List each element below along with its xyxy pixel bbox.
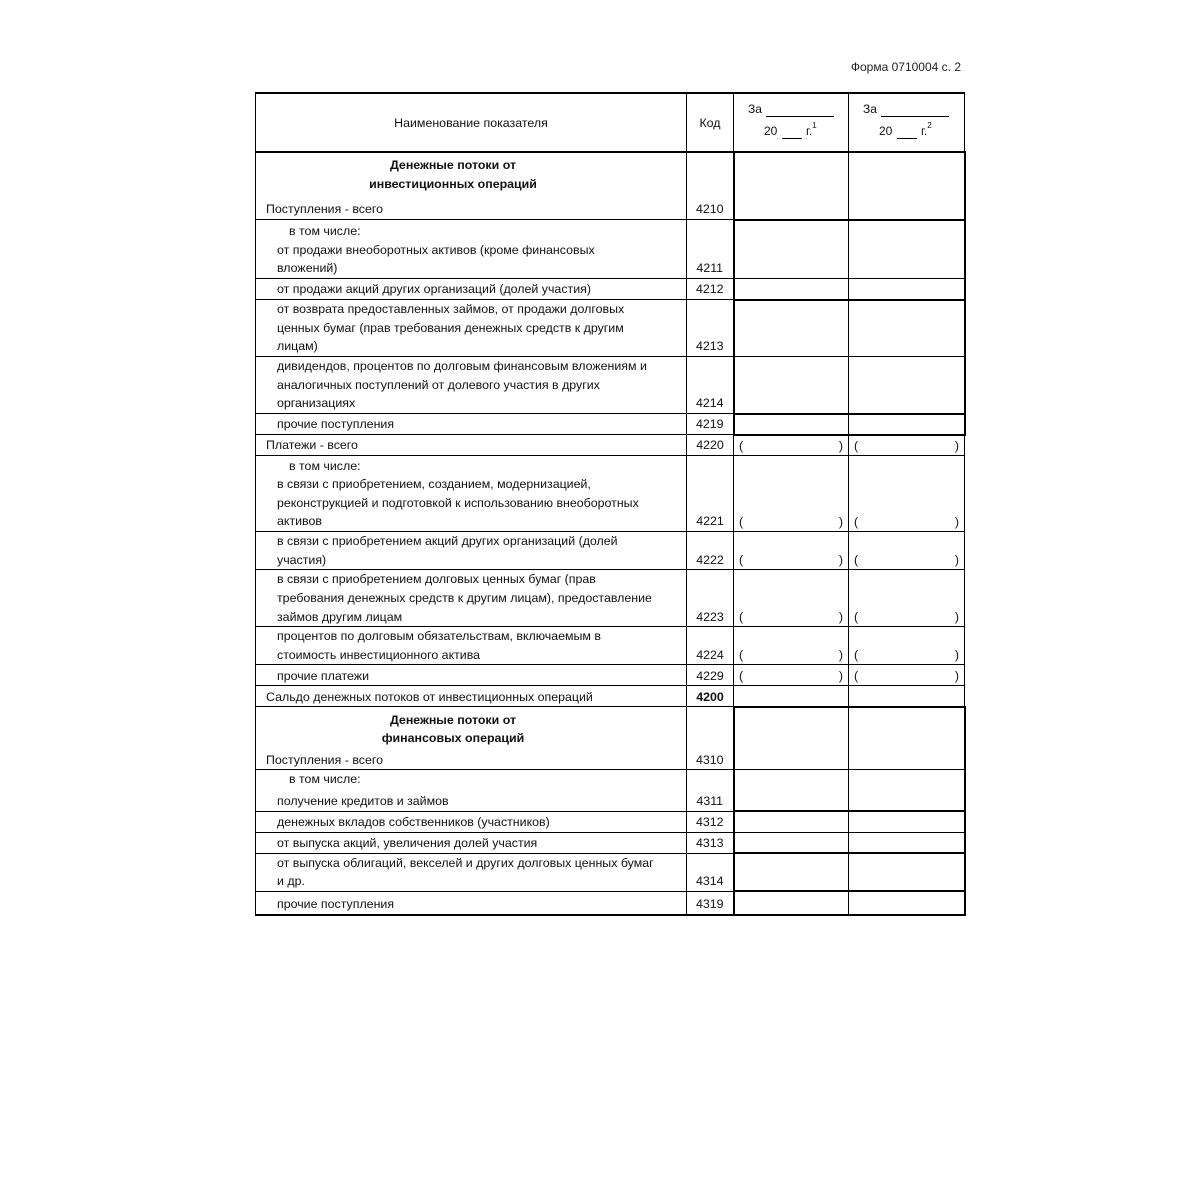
period2-za: За <box>863 102 877 116</box>
value-cell-period1[interactable] <box>734 853 849 891</box>
row-label-text: процентов по долговым обязательствам, включаемым в <box>277 629 601 644</box>
value-cell-period2[interactable] <box>849 686 965 707</box>
row-code: 4220 <box>687 435 734 456</box>
period1-za: За <box>748 102 762 116</box>
value-cell-period2[interactable] <box>849 707 965 770</box>
table-row <box>256 152 965 220</box>
paren-close: ) <box>838 610 843 625</box>
row-label-text: ценных бумаг (прав требования денежных средств к другим <box>277 320 624 335</box>
row-label: прочие платежи <box>256 665 687 686</box>
paren-open: ( <box>854 648 859 663</box>
period2-year-line <box>897 138 917 139</box>
row-label-text: в связи с приобретением, созданием, модернизацией, <box>277 477 591 492</box>
section-heading: Денежные потоки от <box>389 712 517 727</box>
table-row <box>256 686 965 707</box>
value-cell-period2[interactable] <box>849 811 965 832</box>
row-code: 4200 <box>687 686 734 707</box>
row-code: 4219 <box>687 414 734 435</box>
row-code: 4311 <box>687 770 734 811</box>
table-row <box>256 279 965 300</box>
paren-close: ) <box>954 553 959 568</box>
row-label: денежных вкладов собственников (участников) <box>256 811 687 832</box>
value-cell-period2[interactable] <box>849 832 965 853</box>
row-code: 4314 <box>687 853 734 891</box>
value-cell-period2[interactable] <box>849 435 965 456</box>
row-label-text: аналогичных поступлений от долевого участия в других <box>277 377 600 392</box>
column-header-name: Наименование показателя <box>256 93 687 152</box>
value-cell-period1[interactable] <box>734 414 849 435</box>
paren-open: ( <box>854 553 859 568</box>
paren-open: ( <box>739 439 744 453</box>
paren-open: ( <box>739 515 744 529</box>
period1-year-prefix: 20 <box>764 124 778 138</box>
row-code: 4212 <box>687 279 734 300</box>
row-code: 4319 <box>687 891 734 915</box>
value-cell-period1[interactable] <box>734 532 849 570</box>
row-code: 4223 <box>687 570 734 627</box>
column-header-code: Код <box>687 93 734 152</box>
row-label <box>256 357 687 414</box>
form-reference: Форма 0710004 с. 2 <box>850 60 961 74</box>
row-code: 4313 <box>687 832 734 853</box>
row-code: 4222 <box>687 532 734 570</box>
table-row <box>256 220 965 279</box>
row-label-text: активов <box>277 514 322 529</box>
paren-close: ) <box>954 515 959 529</box>
row-label-text: Поступления - всего <box>266 202 383 217</box>
row-label-text: требования денежных средств к другим лицам), предоставление <box>277 591 652 605</box>
value-cell-period2[interactable] <box>849 665 965 686</box>
table-row <box>256 832 965 853</box>
value-cell-period1[interactable] <box>734 665 849 686</box>
table-row <box>256 435 965 456</box>
value-cell-period2[interactable] <box>849 770 965 811</box>
paren-open: ( <box>739 610 744 625</box>
row-label <box>256 770 687 811</box>
section-heading: Денежные потоки от <box>389 158 517 173</box>
paren-close: ) <box>954 439 959 453</box>
value-cell-period1[interactable] <box>734 891 849 915</box>
value-cell-period1[interactable] <box>734 300 849 357</box>
paren-close: ) <box>954 648 959 663</box>
row-label-text: участия) <box>277 552 327 567</box>
value-cell-period2[interactable] <box>849 152 965 220</box>
row-label: от выпуска акций, увеличения долей участия <box>256 832 687 853</box>
value-cell-period2[interactable] <box>849 279 965 300</box>
paren-open: ( <box>854 515 859 529</box>
row-label-text: от продажи внеоборотных активов (кроме финансовых <box>277 242 595 257</box>
value-cell-period2[interactable] <box>849 414 965 435</box>
paren-open: ( <box>854 669 859 684</box>
paren-close: ) <box>838 515 843 529</box>
row-label <box>256 627 687 665</box>
row-code: 4221 <box>687 456 734 532</box>
row-code: 4312 <box>687 811 734 832</box>
row-label <box>256 456 687 532</box>
paren-open: ( <box>739 553 744 568</box>
value-cell-period1[interactable] <box>734 811 849 832</box>
row-label: Сальдо денежных потоков от инвестиционных операций <box>256 686 687 707</box>
section-heading: инвестиционных операций <box>369 176 537 191</box>
table-row <box>256 891 965 915</box>
row-label-text: займов другим лицам <box>277 609 403 624</box>
table-row <box>256 357 965 414</box>
row-label <box>256 220 687 279</box>
paren-open: ( <box>854 439 859 453</box>
value-cell-period1[interactable] <box>734 220 849 279</box>
value-cell-period2[interactable] <box>849 627 965 665</box>
value-cell-period2[interactable] <box>849 532 965 570</box>
row-code: 4214 <box>687 357 734 414</box>
value-cell-period1[interactable] <box>734 435 849 456</box>
table-row <box>256 627 965 665</box>
row-code: 4310 <box>687 707 734 770</box>
column-header-period1 <box>734 93 849 152</box>
row-intro-text: в том числе: <box>289 224 361 239</box>
value-cell-period1[interactable] <box>734 152 849 220</box>
row-label-text: от выпуска облигаций, векселей и других долговых ценных бумаг <box>277 855 654 870</box>
row-label-text: в связи с приобретением акций других организаций (долей <box>277 534 618 548</box>
value-cell-period1[interactable] <box>734 832 849 853</box>
row-intro-text: в том числе: <box>289 458 361 473</box>
table-row <box>256 853 965 891</box>
row-label: от продажи акций других организаций (долей участия) <box>256 279 687 300</box>
row-label <box>256 707 687 770</box>
value-cell-period1[interactable] <box>734 357 849 414</box>
row-code: 4224 <box>687 627 734 665</box>
row-code: 4213 <box>687 300 734 357</box>
row-label-text: получение кредитов и займов <box>277 793 449 808</box>
row-label: прочие поступления <box>256 891 687 915</box>
paren-open: ( <box>739 648 744 663</box>
row-label <box>256 532 687 570</box>
row-intro-text: в том числе: <box>289 772 361 787</box>
row-label <box>256 300 687 357</box>
row-code: 4211 <box>687 220 734 279</box>
value-cell-period2[interactable] <box>849 220 965 279</box>
paren-close: ) <box>838 648 843 663</box>
column-header-period2 <box>849 93 965 152</box>
row-label-text: и др. <box>277 874 305 889</box>
row-label: прочие поступления <box>256 414 687 435</box>
table-row <box>256 811 965 832</box>
period2-year-suffix: г.$^2$ <box>921 121 932 138</box>
period2-year-prefix: 20 <box>879 124 893 138</box>
paren-close: ) <box>838 553 843 568</box>
period2-footnote: 2 <box>927 121 932 130</box>
row-label-text: вложений) <box>277 261 338 276</box>
paren-close: ) <box>838 669 843 684</box>
row-label-text: в связи с приобретением долговых ценных бумаг (прав <box>277 572 596 587</box>
period1-year-suffix: г.$^1$ <box>806 121 817 138</box>
paren-open: ( <box>739 669 744 684</box>
period2-blank-line <box>881 116 949 117</box>
value-cell-period1[interactable] <box>734 456 849 532</box>
value-cell-period2[interactable] <box>849 456 965 532</box>
value-cell-period2[interactable] <box>849 570 965 627</box>
table-row <box>256 532 965 570</box>
cash-flow-table <box>255 92 966 916</box>
section-heading: финансовых операций <box>381 731 525 746</box>
table-row <box>256 456 965 532</box>
row-label-text: лицам) <box>277 339 318 354</box>
paren-close: ) <box>838 439 843 453</box>
value-cell-period1[interactable] <box>734 279 849 300</box>
table-row <box>256 770 965 811</box>
row-label-text: дивидендов, процентов по долговым финансовым вложениям и <box>277 359 647 374</box>
paren-close: ) <box>954 669 959 684</box>
table-row <box>256 570 965 627</box>
period1-footnote: 1 <box>812 121 817 130</box>
row-code: 4229 <box>687 665 734 686</box>
table-row <box>256 414 965 435</box>
paren-close: ) <box>954 610 959 625</box>
value-cell-period1[interactable] <box>734 770 849 811</box>
value-cell-period1[interactable] <box>734 627 849 665</box>
row-label <box>256 570 687 627</box>
value-cell-period2[interactable] <box>849 853 965 891</box>
row-label-text: организациях <box>277 396 356 411</box>
row-code: 4210 <box>687 152 734 220</box>
row-label-text: стоимость инвестиционного актива <box>277 647 481 662</box>
table-row <box>256 665 965 686</box>
row-label-text: Поступления - всего <box>266 752 383 767</box>
value-cell-period1[interactable] <box>734 686 849 707</box>
row-label-text: реконструкцией и подготовкой к использованию внеоборотных <box>277 495 639 510</box>
table-row <box>256 300 965 357</box>
period1-blank-line <box>766 116 834 117</box>
value-cell-period2[interactable] <box>849 357 965 414</box>
row-label-text: от возврата предоставленных займов, от продажи долговых <box>277 302 625 317</box>
table-row <box>256 707 965 770</box>
value-cell-period1[interactable] <box>734 570 849 627</box>
value-cell-period1[interactable] <box>734 707 849 770</box>
paren-open: ( <box>854 610 859 625</box>
table-header-row <box>256 93 965 152</box>
period1-year-line <box>782 138 802 139</box>
value-cell-period2[interactable] <box>849 300 965 357</box>
value-cell-period2[interactable] <box>849 891 965 915</box>
row-label: Платежи - всего <box>256 435 687 456</box>
row-label <box>256 853 687 891</box>
row-label <box>256 152 687 220</box>
